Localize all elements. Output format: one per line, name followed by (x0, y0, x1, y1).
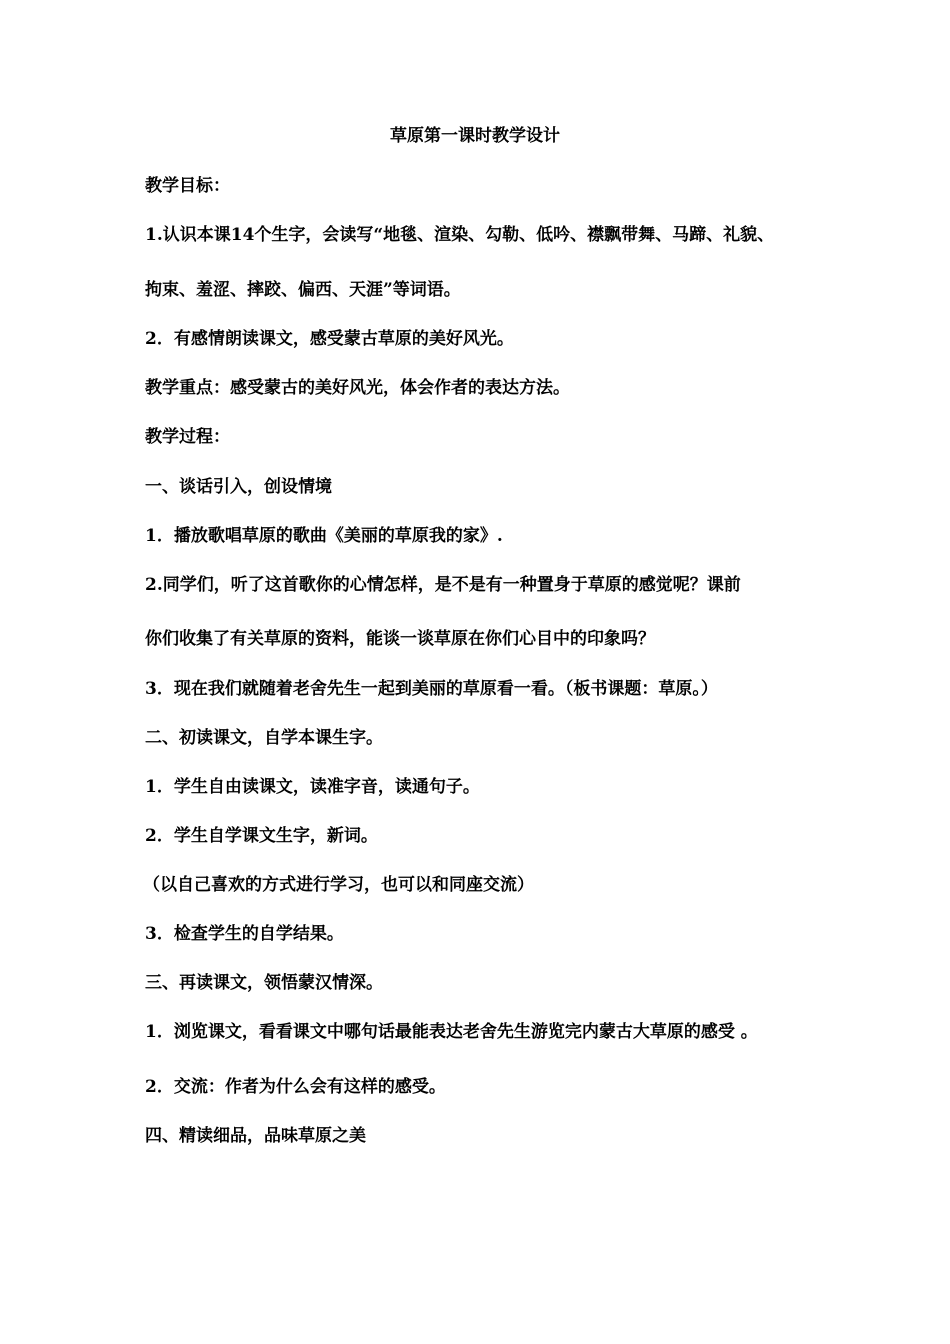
text-line-section-3: 三、再读课文，领悟蒙汉情深。 (145, 973, 383, 993)
text-line-objective-2: 2．有感情朗读课文，感受蒙古草原的美好风光。 (145, 329, 514, 349)
text-line-process-heading: 教学过程： (145, 427, 230, 447)
text-line-step-2-1: 1．学生自由读课文，读准字音，读通句子。 (145, 777, 480, 797)
text-line-step-1-2: 2.同学们，听了这首歌你的心情怎样，是不是有一种置身于草原的感觉呢？课前 (145, 575, 741, 595)
text-line-step-1-1: 1．播放歌唱草原的歌曲《美丽的草原我的家》. (145, 526, 503, 546)
text-line-step-2-note: （以自己喜欢的方式进行学习，也可以和同座交流） (143, 875, 534, 895)
text-line-section-1: 一、谈话引入，创设情境 (145, 477, 332, 497)
text-line-section-4: 四、精读细品，品味草原之美 (145, 1126, 366, 1146)
text-line-step-1-2-cont: 你们收集了有关草原的资料，能谈一谈草原在你们心目中的印象吗？ (145, 629, 655, 649)
text-line-section-2: 二、初读课文，自学本课生字。 (145, 728, 383, 748)
text-line-step-2-3: 3．检查学生的自学结果。 (145, 924, 344, 944)
text-line-step-3-2: 2．交流：作者为什么会有这样的感受。 (145, 1077, 446, 1097)
text-line-objectives-heading: 教学目标： (145, 176, 230, 196)
document-title: 草原第一课时教学设计 (390, 126, 560, 146)
text-line-objective-1-cont: 拘束、羞涩、摔跤、偏西、天涯”等词语。 (145, 280, 461, 300)
text-line-objective-1: 1.认识本课14个生字，会读写“地毯、渲染、勾勒、低吟、襟飘带舞、马蹄、礼貌、 (145, 225, 775, 245)
text-line-step-2-2: 2．学生自学课文生字，新词。 (145, 826, 378, 846)
text-line-step-3-1: 1．浏览课文，看看课文中哪句话最能表达老舍先生游览完内蒙古大草原的感受 。 (145, 1022, 758, 1042)
text-line-step-1-3: 3．现在我们就随着老舍先生一起到美丽的草原看一看。（板书课题：草原。） (145, 679, 718, 699)
text-line-key-point: 教学重点：感受蒙古的美好风光，体会作者的表达方法。 (145, 378, 570, 398)
